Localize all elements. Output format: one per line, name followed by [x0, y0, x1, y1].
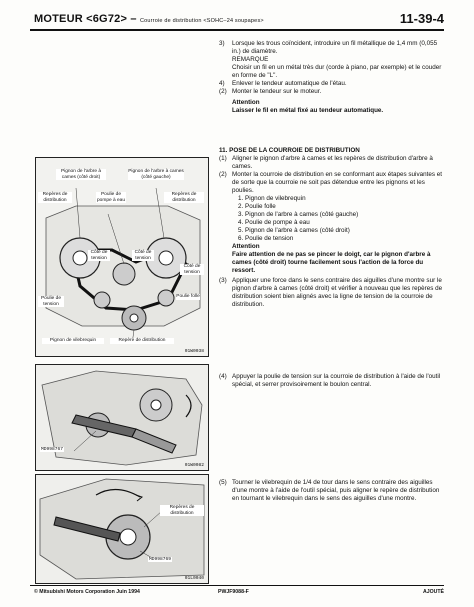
attention-1: Attention Laisser le fil en métal fixé au tendeur automatique.	[232, 99, 384, 114]
footer-doc-code: PWJF9088-F	[218, 589, 249, 595]
list-item: 3. Pignon de l'arbre à cames (côté gauche)	[238, 211, 359, 218]
step-11-3: (3) Appliquer une force dans le sens contraire des aiguilles d'une montre sur le pignon d'arbre à cames (côté droit) et vérifier à nouveau que les repères de distribution soient bien alignés avec la ligne de tension de la courroie de distribution.	[219, 277, 443, 308]
label-pump: Poulie de pompe à eau	[96, 192, 125, 203]
belt-order-list	[219, 195, 443, 243]
footer-rule	[30, 585, 444, 586]
label-cam-left: Pignon de l'arbre à cames (côté gauche)	[128, 169, 184, 180]
section-name: MOTEUR <6G72>	[34, 13, 128, 25]
figure-tensioner-tool	[35, 364, 209, 471]
engine-diagram	[36, 158, 208, 356]
step-11-1: (1) Aligner le pignon d'arbre à cames et les repères de distribution d'arbre à cames.	[219, 155, 433, 170]
label-mark-left: Repères de distribution	[38, 192, 72, 203]
page-number: 11-39-4	[399, 11, 444, 26]
figure-belt-routing	[35, 157, 209, 357]
list-item: 4. Poulie de pompe à eau	[238, 219, 310, 226]
list-item: 2. Poulie folle	[238, 203, 276, 210]
step-3: 3) Lorsque les trous coïncident, introduire un fil métallique de 1,4 mm (0,055 in.) de diamètre.	[219, 40, 438, 55]
label-idler: Poulie folle	[176, 294, 200, 299]
crankshaft-tool-drawing	[36, 475, 208, 583]
label-timing-marks: Repères de distribution	[160, 505, 204, 516]
label-tension-1: Côté de tension	[88, 250, 110, 261]
figure-code: 01L0040	[184, 576, 204, 581]
tensioner-tool-drawing	[36, 365, 208, 470]
section-11-title: 11. POSE DE LA COURROIE DE DISTRIBUTION	[219, 147, 360, 154]
label-mark-right: Repères de distribution	[164, 192, 204, 203]
step-11-2: (2) Monter la courroie de distribution en se conformant aux étapes suivantes et de sorte que la courroie ne soit pas détendue entre les pignons et les poulies.	[219, 171, 443, 194]
header-dash: –	[130, 13, 137, 25]
list-item: 1. Pignon de vilebrequin	[238, 195, 306, 202]
label-crank-mark: Repère de distribution	[110, 338, 174, 344]
list-item: 5. Pignon de l'arbre à cames (côté droit)	[238, 227, 350, 234]
label-tensioner: Poulie de tension	[38, 296, 64, 307]
attention-2: Attention Faire attention de ne pas se pincer le doigt, car le pignon d'arbre à cames (côté droit) tourne facilement sous l'action de la force du ressort.	[232, 243, 431, 274]
page-header-title	[34, 13, 264, 25]
label-tension-2: Côté de tension	[132, 250, 154, 261]
footer-copyright: © Mitsubishi Motors Corporation Juin 1994	[34, 589, 140, 595]
idler-pulley	[158, 290, 174, 306]
figure-code: 01W0038	[184, 349, 204, 354]
label-crank: Pignon de vilebrequin	[42, 338, 104, 344]
figure-crankshaft-tool	[35, 474, 209, 584]
remark-title: REMARQUE	[232, 56, 269, 63]
figure-code: 01W0082	[184, 463, 204, 468]
tool-number: MD998769	[149, 557, 172, 562]
step-11-4: (4) Appuyer la poulie de tension sur la courroie de distribution à l'aide de l'outil spécial, et serrer provisoirement le boulon central.	[219, 373, 441, 388]
step-2: (2) Monter le tendeur sur le moteur.	[219, 88, 322, 95]
water-pump-pulley	[113, 263, 135, 285]
label-tension-3: Côté de tension	[180, 264, 204, 275]
tensioner-pulley	[94, 292, 110, 308]
header-subtitle: Courroie de distribution <SOHC–24 soupapes>	[139, 18, 264, 24]
header-rule	[30, 29, 444, 31]
step-11-5: (5) Tourner le vilebrequin de 1/4 de tour dans le sens contraire des aiguilles d'une montre à l'aide de l'outil spécial, puis aligner le repère de distribution en tournant le vilebrequin dans le sens des aiguilles d'une montre.	[219, 479, 440, 502]
steps-top	[219, 40, 443, 115]
section-11	[219, 147, 443, 309]
footer-status: AJOUTÉ	[422, 589, 444, 595]
label-cam-right: Pignon de l'arbre à cames (côté droit)	[56, 169, 106, 180]
step-4: 4) Enlever le tendeur automatique de l'étau.	[219, 80, 347, 87]
tool-number: MD998767	[41, 447, 64, 452]
remark-text: Choisir un fil en un métal très dur (corde à piano, par exemple) et le couder en forme de "L".	[232, 64, 442, 79]
list-item: 6. Poulie de tension	[238, 235, 294, 242]
